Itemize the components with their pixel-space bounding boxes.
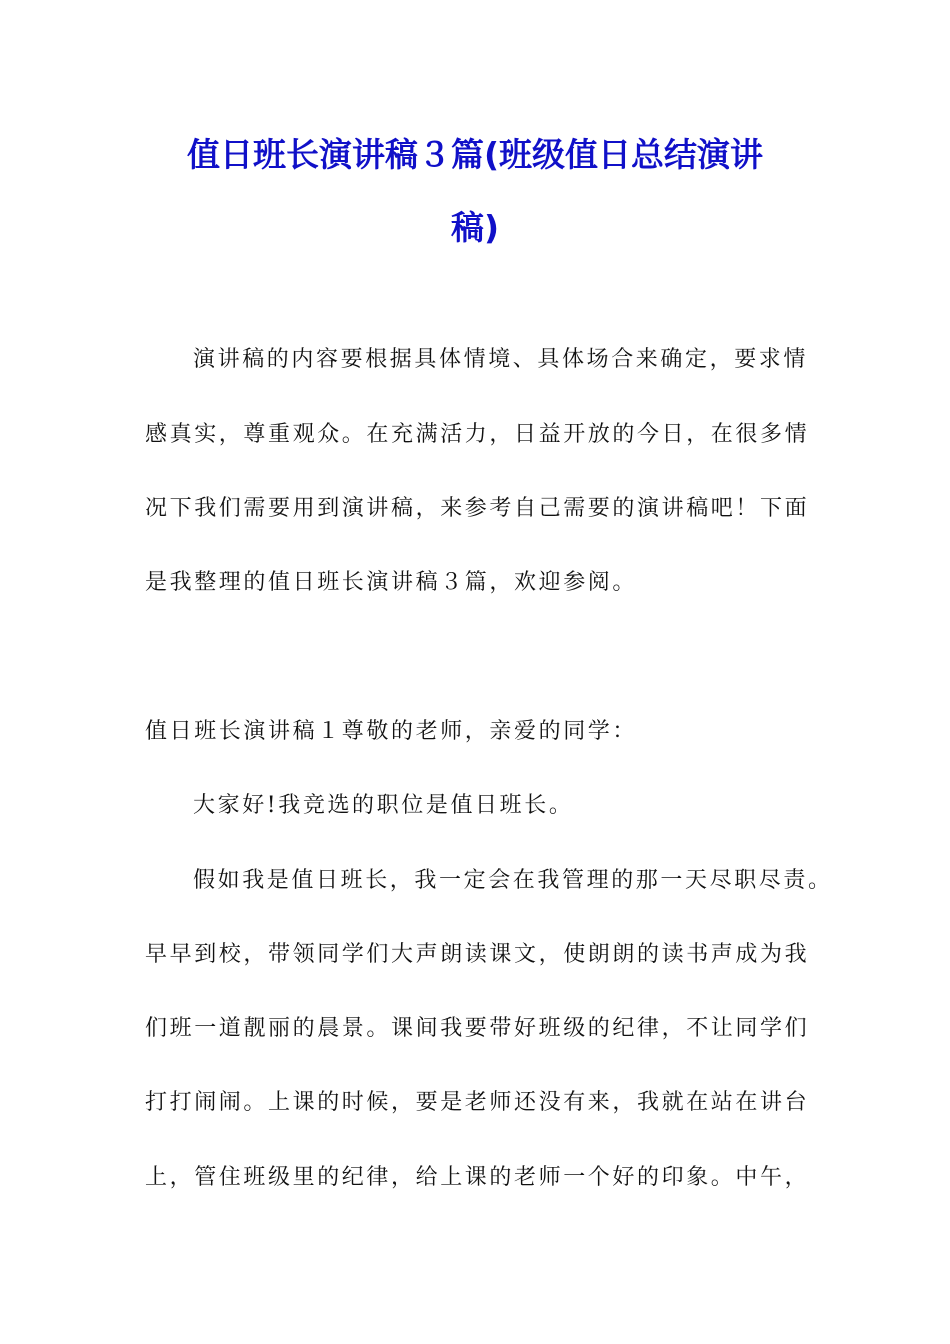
intro-line-2: 感真实，尊重观众。在充满活力，日益开放的今日，在很多情 xyxy=(145,422,810,447)
speech1-line-4: 打打闹闹。上课的时候，要是老师还没有来，我就在站在讲台 xyxy=(145,1090,810,1115)
speech1-line-1: 假如我是值日班长，我一定会在我管理的那一天尽职尽责。 xyxy=(193,868,833,893)
speech1-line-5: 上，管住班级里的纪律，给上课的老师一个好的印象。中午， xyxy=(145,1165,810,1190)
speech1-line-2: 早早到校，带领同学们大声朗读课文，使朗朗的读书声成为我 xyxy=(145,942,810,967)
intro-line-1: 演讲稿的内容要根据具体情境、具体场合来确定，要求情 xyxy=(193,347,809,372)
speech1-heading: 值日班长演讲稿１尊敬的老师，亲爱的同学： xyxy=(145,719,638,744)
speech1-line-3: 们班一道靓丽的晨景。课间我要带好班级的纪律，不让同学们 xyxy=(145,1016,810,1041)
document-title-line-1: 值日班长演讲稿３篇(班级值日总结演讲 xyxy=(186,135,764,174)
intro-line-3: 况下我们需要用到演讲稿，来参考自己需要的演讲稿吧！下面 xyxy=(145,496,810,521)
document-title-line-2: 稿) xyxy=(450,208,500,247)
intro-line-4: 是我整理的值日班长演讲稿３篇，欢迎参阅。 xyxy=(145,570,638,595)
speech1-greeting: 大家好!我竞选的职位是值日班长。 xyxy=(193,793,574,818)
